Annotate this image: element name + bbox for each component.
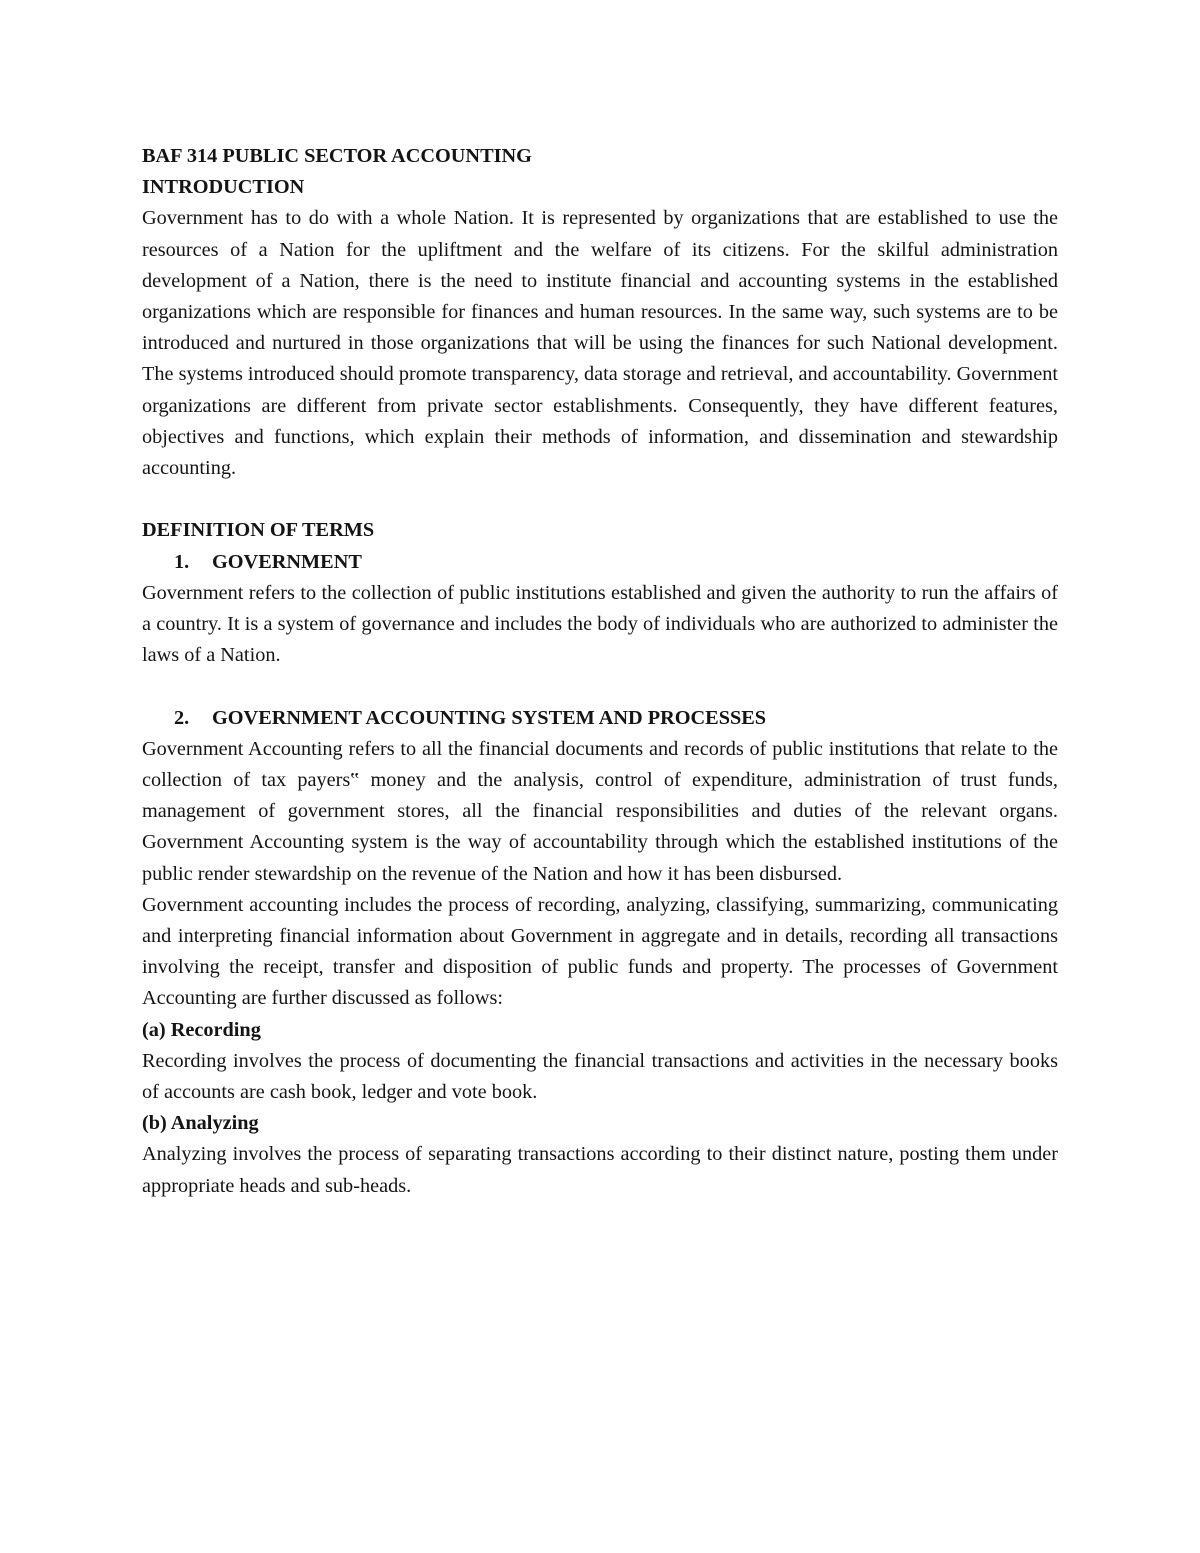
- spacer: [142, 671, 1058, 702]
- process-paragraph-analyzing: Analyzing involves the process of separating transactions according to their distinct nature, posting them under appropriate heads and sub-heads.: [142, 1143, 1058, 1197]
- definitions-heading: DEFINITION OF TERMS: [142, 519, 375, 542]
- introduction-paragraph: Government has to do with a whole Nation. It is represented by organizations that are established to use the resources of a Nation for the upliftment and the welfare of its citizens. For the skilful administration development of a Nation, there is the need to institute financial and accounting systems in the established organizations which are responsible for finances and human resources. In the same way, such systems are to be introduced and nurtured in those organizations that will be using the finances for such National development. The systems introduced should promote transparency, data storage and retrieval, and accountability. Government organizations are different from private sector establishments. Consequently, they have different features, objectives and functions, which explain their methods of information, and dissemination and stewardship accounting.: [142, 207, 1058, 480]
- course-title: BAF 314 PUBLIC SECTOR ACCOUNTING: [142, 145, 532, 167]
- term-title: GOVERNMENT ACCOUNTING SYSTEM AND PROCESSES: [212, 706, 767, 729]
- introduction-heading: INTRODUCTION: [142, 176, 305, 199]
- spacer: [142, 484, 1058, 515]
- term-paragraph-government-accounting-1: Government Accounting refers to all the financial documents and records of public institutions that relate to the collection of tax payers‟ money and the analysis, control of expenditure, administration of trust funds, management of government stores, all the financial responsibilities and duties of the relevant organs. Government Accounting system is the way of accountability through which the established institutions of the public render stewardship on the revenue of the Nation and how it has been disbursed.: [142, 737, 1058, 885]
- term-heading-government-accounting: [142, 703, 1058, 734]
- term-paragraph-government: Government refers to the collection of public institutions established and given the authority to run the affairs of a country. It is a system of governance and includes the body of individuals who are authorized to administer the laws of a Nation.: [142, 581, 1058, 667]
- term-paragraph-government-accounting-2: Government accounting includes the process of recording, analyzing, classifying, summarizing, communicating and interpreting financial information about Government in aggregate and in details, recording all transactions involving the receipt, transfer and disposition of public funds and property. The processes of Government Accounting are further discussed as follows:: [142, 893, 1058, 1010]
- process-heading-analyzing: (b) Analyzing: [142, 1112, 259, 1135]
- term-heading-government: [142, 547, 1058, 578]
- term-number: 1.: [174, 550, 190, 573]
- term-number: 2.: [174, 706, 190, 729]
- process-heading-recording: (a) Recording: [142, 1018, 261, 1041]
- document-body: [142, 141, 1058, 1202]
- term-title: GOVERNMENT: [212, 550, 362, 573]
- process-paragraph-recording: Recording involves the process of documenting the financial transactions and activities in the necessary books of accounts are cash book, ledger and vote book.: [142, 1049, 1058, 1104]
